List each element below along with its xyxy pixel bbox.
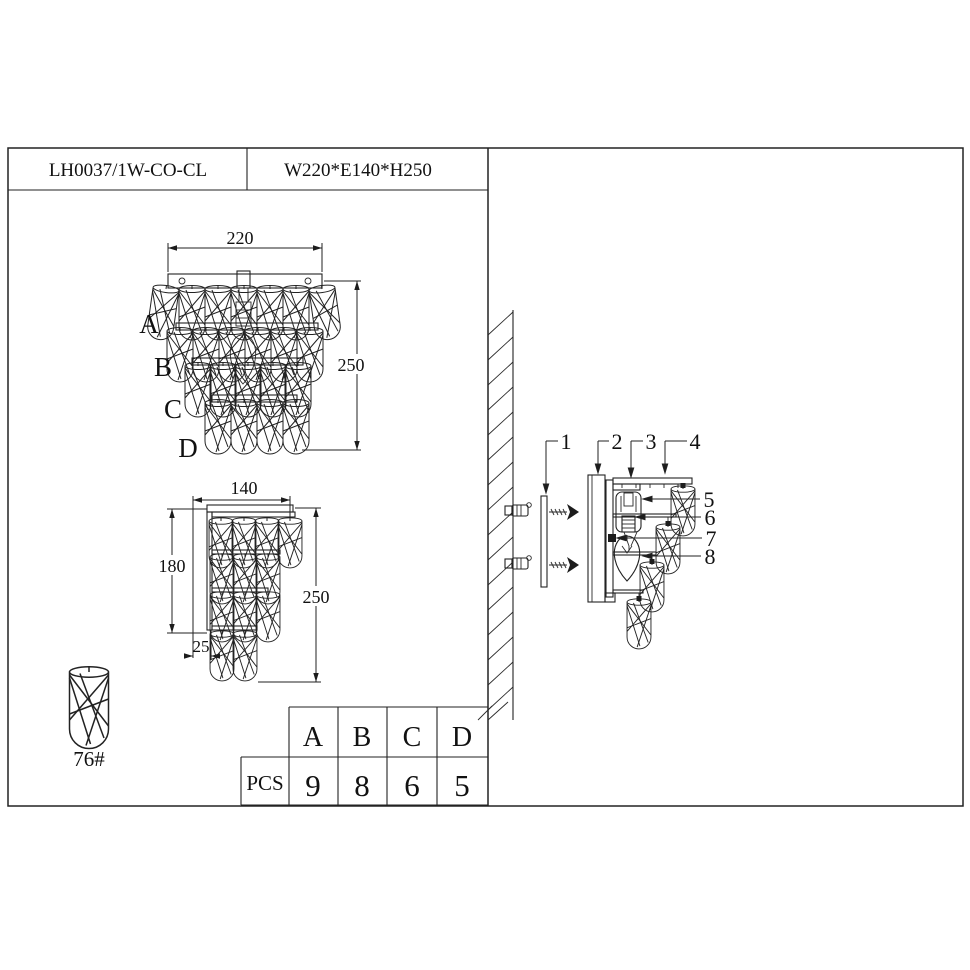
- crystal-detail-label: 76#: [73, 747, 105, 771]
- side-offset-value: 25: [192, 637, 210, 656]
- wall-anchor-top: [505, 503, 531, 516]
- tier-label-c: C: [163, 394, 183, 424]
- table-col-d: D: [451, 722, 473, 753]
- table-val-a: 9: [305, 768, 321, 803]
- callout-5: 5: [703, 487, 715, 512]
- front-width-value: 220: [226, 228, 254, 248]
- crystal-detail: [70, 666, 109, 771]
- model-number: LH0037/1W-CO-CL: [48, 160, 208, 181]
- table-col-a: A: [302, 722, 324, 753]
- callout-3: 3: [645, 429, 657, 454]
- callout-6: 6: [704, 505, 716, 530]
- side-depth-value: 140: [230, 478, 258, 498]
- screw-top: [549, 504, 579, 520]
- table-row-label: PCS: [246, 771, 284, 795]
- tier-label-a: A: [139, 309, 159, 339]
- side-crystals: [209, 517, 302, 681]
- table-val-b: 8: [354, 768, 370, 803]
- side-offset-dimension: [184, 630, 220, 660]
- table-val-c: 6: [404, 768, 420, 803]
- side-height-value: 250: [302, 587, 330, 607]
- front-tier-d-crystals: [205, 399, 309, 454]
- front-view: [139, 228, 368, 463]
- wall-anchor-bottom: [505, 556, 531, 569]
- screw-bottom: [549, 557, 579, 573]
- table-col-b: B: [352, 722, 372, 753]
- callout-8: 8: [704, 544, 716, 569]
- crystal-detail-drawing: [70, 666, 109, 749]
- front-width-dimension: [168, 228, 322, 272]
- size-code: W220*E140*H250: [284, 160, 432, 181]
- table-col-c: C: [402, 722, 422, 753]
- tier-label-b: B: [153, 352, 173, 382]
- title-block: [49, 160, 432, 181]
- front-height-value: 250: [337, 355, 365, 375]
- exploded-view: [488, 310, 717, 720]
- side-plate-height-value: 180: [158, 556, 186, 576]
- table-val-d: 5: [454, 768, 470, 803]
- mounting-strip: [541, 496, 547, 587]
- side-plate-height-dimension: [156, 509, 207, 633]
- side-view: [156, 478, 333, 682]
- callout-7: 7: [705, 526, 717, 551]
- callout-2: 2: [611, 429, 623, 454]
- callout-4: 4: [689, 429, 701, 454]
- parts-table: [241, 706, 492, 805]
- tier-label-d: D: [178, 433, 198, 463]
- callout-1: 1: [560, 429, 572, 454]
